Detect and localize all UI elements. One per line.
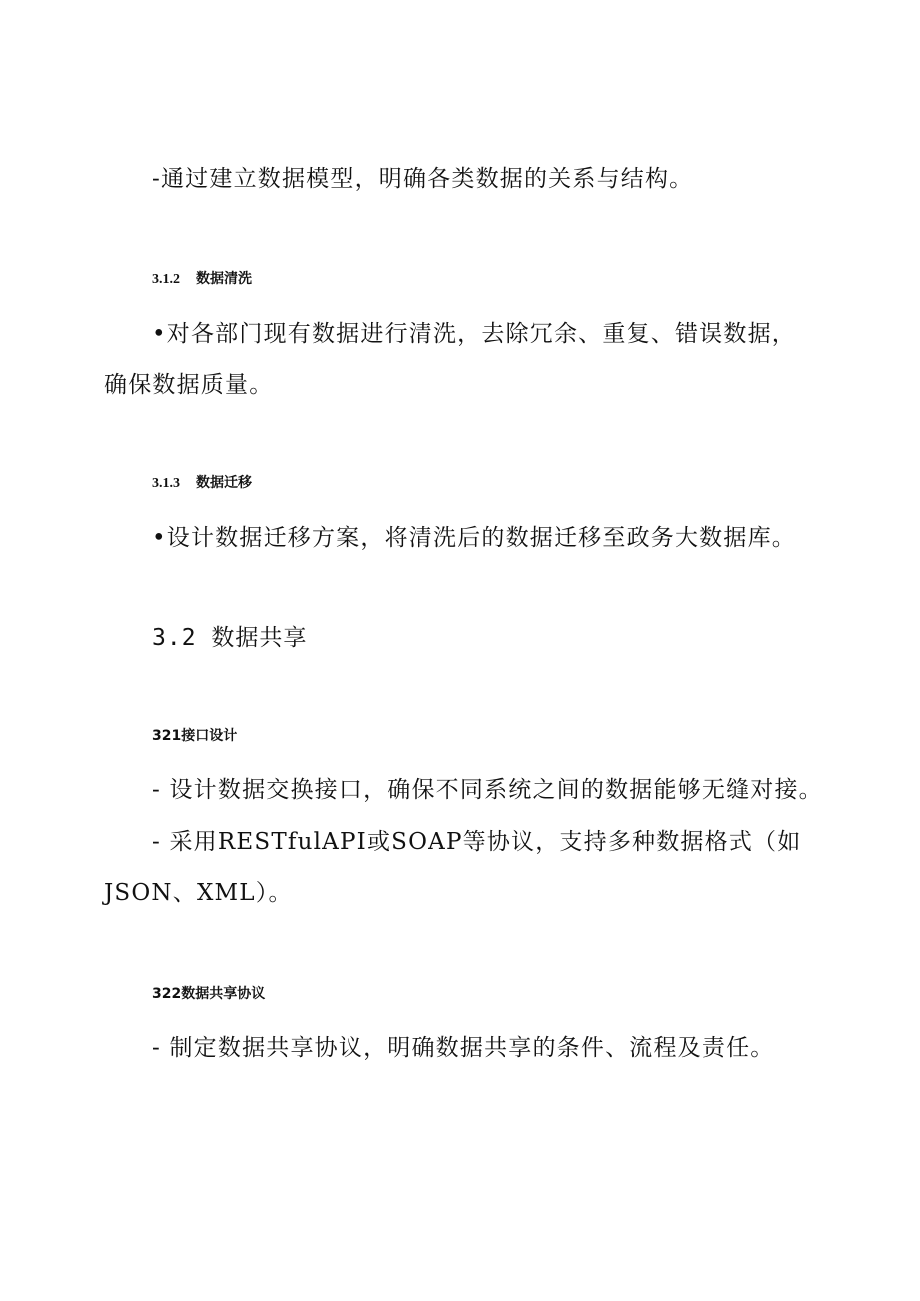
section-heading-3-2-1: 321接口设计 xyxy=(152,728,238,744)
section-heading-3-1-3 xyxy=(152,472,252,492)
paragraph-data-migration: •设计数据迁移方案，将清洗后的数据迁移至政务大数据库。 xyxy=(152,525,796,551)
section-heading-3-2: 3.2 数据共享 xyxy=(152,625,308,651)
paragraph-data-model: -通过建立数据模型，明确各类数据的关系与结构。 xyxy=(152,166,694,192)
section-heading-3-2-2: 322数据共享协议 xyxy=(152,986,266,1002)
paragraph-protocols-line1: - 采用RESTfulAPI或SOAP等协议，支持多种数据格式（如 xyxy=(152,829,802,855)
paragraph-protocols-line2: JSON、XML）。 xyxy=(104,880,293,906)
paragraph-data-cleaning-line2: 确保数据质量。 xyxy=(104,372,274,398)
section-title: 数据清洗 xyxy=(196,271,252,287)
paragraph-data-cleaning-line1: •对各部门现有数据进行清洗，去除冗余、重复、错误数据， xyxy=(152,321,796,347)
section-title: 数据迁移 xyxy=(196,475,252,491)
paragraph-interface-design: - 设计数据交换接口，确保不同系统之间的数据能够无缝对接。 xyxy=(152,777,823,803)
section-number: 3.1.3 xyxy=(152,476,180,491)
section-number: 3.1.2 xyxy=(152,272,180,287)
paragraph-sharing-agreement: - 制定数据共享协议，明确数据共享的条件、流程及责任。 xyxy=(152,1035,775,1061)
section-heading-3-1-2 xyxy=(152,268,252,288)
